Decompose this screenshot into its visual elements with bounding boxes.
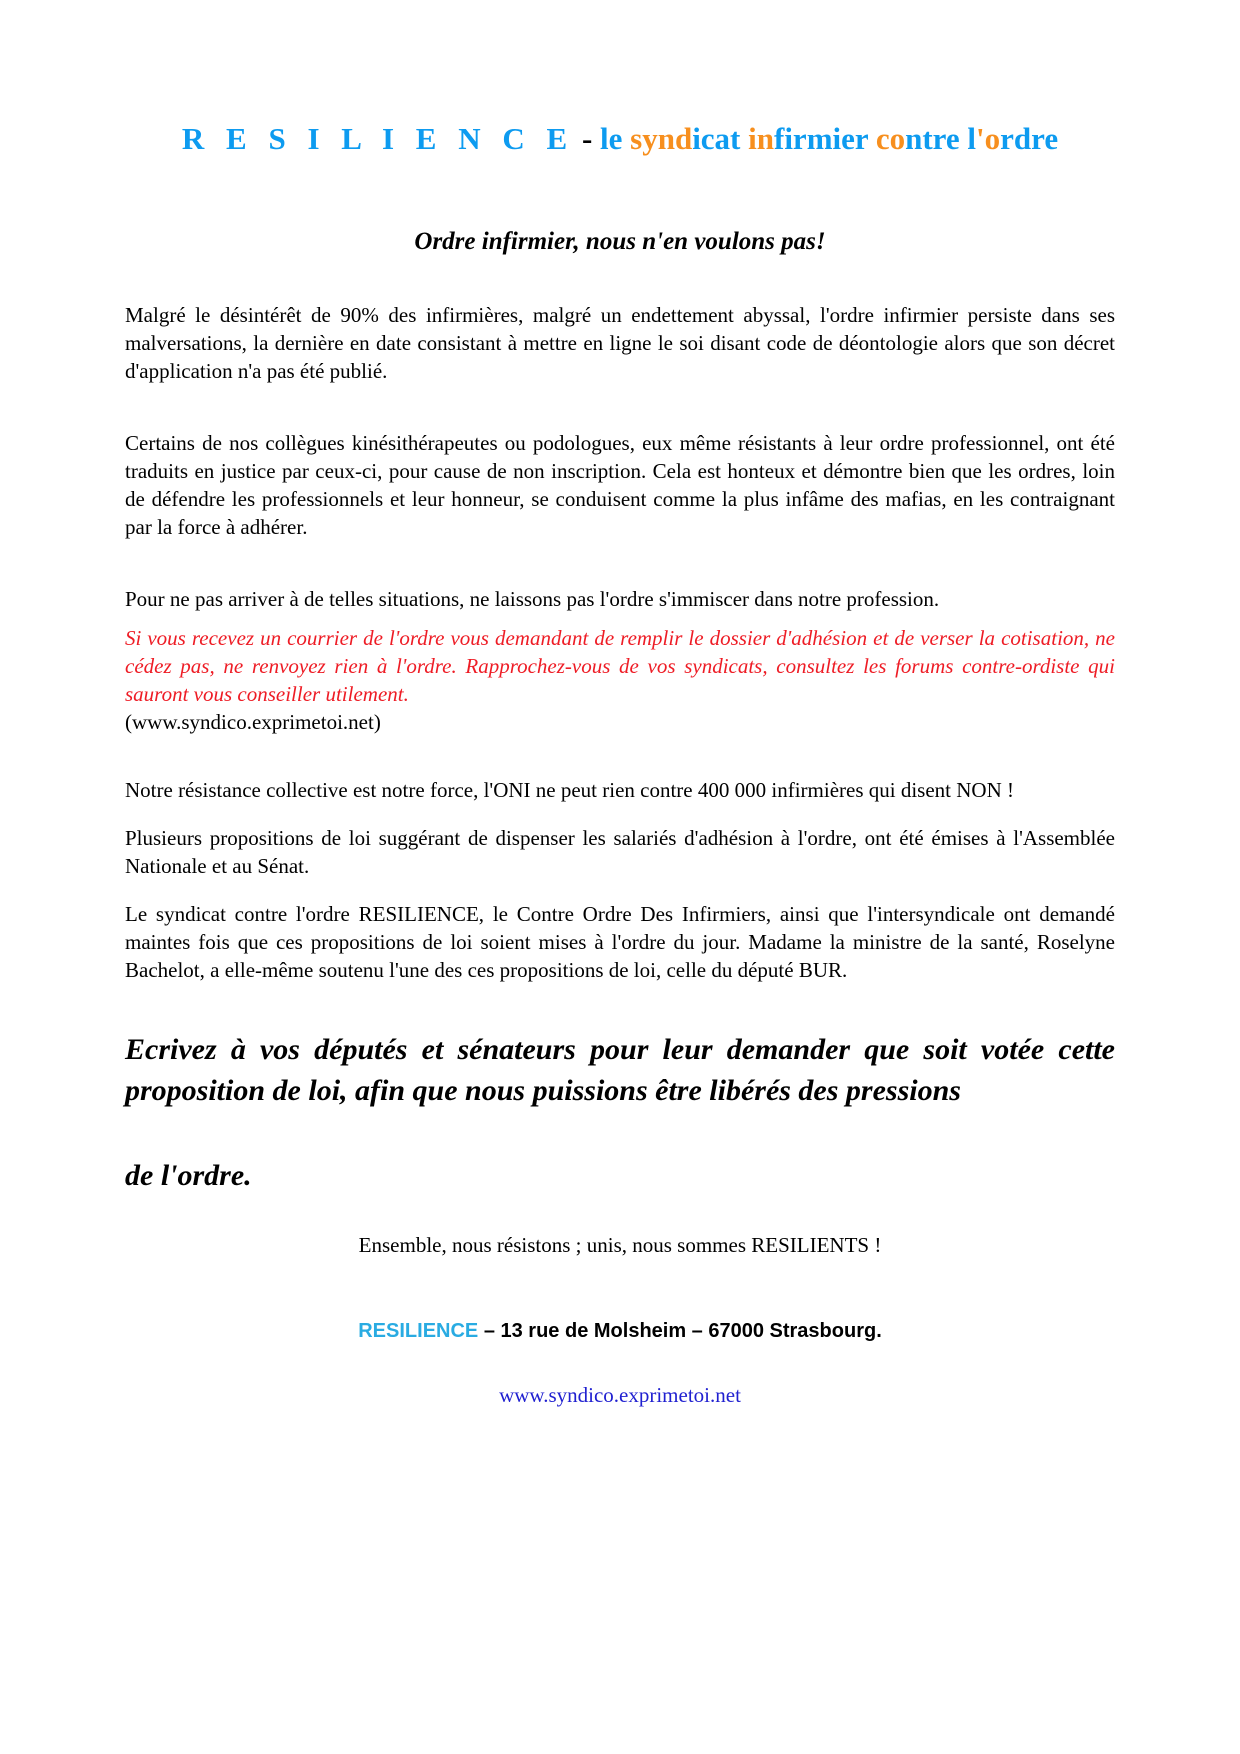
paragraph-3: Pour ne pas arriver à de telles situations, ne laissons pas l'ordre s'immiscer dans notre profession.	[125, 586, 940, 611]
paragraph-1: Malgré le désintérêt de 90% des infirmières, malgré un endettement abyssal, l'ordre infirmier persiste dans ses malversations, la dernière en date consistant à mettre en ligne le soi disant code de déontologie alors que son décret d'application n'a pas été publié.	[125, 303, 1115, 383]
footer-address-text: – 13 rue de Molsheim – 67000 Strasbourg.	[478, 1319, 882, 1342]
masthead-tagline-part-4: in	[748, 121, 774, 156]
masthead-tagline-part-1: le	[600, 121, 631, 156]
footer-address	[125, 1320, 1115, 1343]
masthead-tagline-part-6: co	[875, 121, 906, 156]
masthead-dash: -	[574, 121, 601, 156]
call-to-action-main: Ecrivez à vos députés et sénateurs pour leur demander que soit votée cette proposition de loi, afin que nous puissions être libérés des pressions	[125, 1032, 1115, 1108]
masthead-tagline-part-7: ntre l	[905, 121, 976, 156]
masthead-tagline-part-3: icat	[692, 121, 749, 156]
paragraph-7: Le syndicat contre l'ordre RESILIENCE, le Contre Ordre Des Infirmiers, ainsi que l'intersyndicale ont demandé maintes fois que ces propositions de loi soient mises à l'ordre du jour. Madame la ministre de la santé, Roselyne Bachelot, a elle-même soutenu l'une des ces propositions de loi, celle du député BUR.	[125, 901, 1115, 982]
paragraph-6: Plusieurs propositions de loi suggérant de dispenser les salariés d'adhésion à l'ordre, ont été émises à l'Assemblée Nationale et au Sénat.	[125, 826, 1115, 878]
paragraph-forum-url: (www.syndico.exprimetoi.net)	[125, 710, 381, 735]
call-to-action-last-line: de l'ordre.	[125, 1159, 252, 1193]
masthead-brand: R E S I L I E N C E	[181, 121, 575, 156]
document-subtitle: Ordre infirmier, nous n'en voulons pas!	[414, 228, 826, 256]
masthead-tagline-part-5: firmier	[774, 121, 876, 156]
masthead-tagline-part-8: 'o	[976, 121, 1001, 156]
paragraph-5: Notre résistance collective est notre force, l'ONI ne peut rien contre 400 000 infirmières qui disent NON !	[125, 778, 1014, 803]
footer-website-link[interactable]: www.syndico.exprimetoi.net	[499, 1382, 741, 1407]
masthead-tagline-part-9: rdre	[1000, 121, 1059, 156]
masthead-tagline-part-2: synd	[630, 121, 693, 156]
footer-brand-name: RESILIENCE	[358, 1319, 479, 1342]
document-body	[125, 302, 1115, 1258]
masthead-title	[125, 0, 1115, 156]
slogan-line: Ensemble, nous résistons ; unis, nous sommes RESILIENTS !	[358, 1232, 882, 1257]
paragraph-red-warning: Si vous recevez un courrier de l'ordre vous demandant de remplir le dossier d'adhésion et de verser la cotisation, ne cédez pas, ne renvoyez rien à l'ordre. Rapprochez-vous de vos syndicats, consultez les forums contre-ordiste qui sauront vous conseiller utilement.	[125, 626, 1115, 707]
paragraph-2: Certains de nos collègues kinésithérapeutes ou podologues, eux même résistants à leur ordre professionnel, ont été traduits en justice par ceux-ci, pour cause de non inscription. Cela est honteux et démontre bien que les ordres, loin de défendre les professionnels et leur honneur, se conduisent comme la plus infâme des mafias, en les contraignant par la force à adhérer.	[125, 430, 1115, 539]
